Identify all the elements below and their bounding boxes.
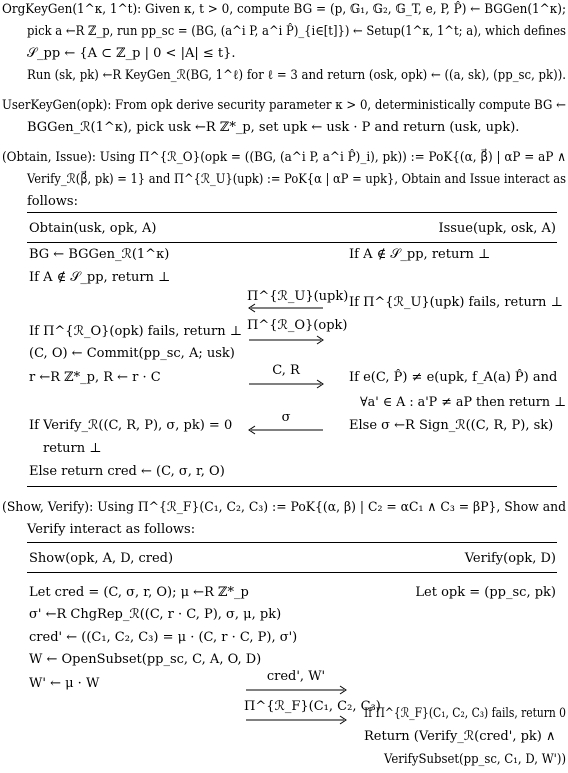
show-step-4: W ← OpenSubset(pp_sc, C, A, O, D) (29, 652, 262, 667)
arrow-to-right-2 (247, 378, 325, 390)
obtain-step-5: r ←R ℤ*_p, R ← r · C (29, 370, 161, 385)
obtain-step-4: (C, O) ← Commit(pp_sc, A; usk) (29, 346, 235, 361)
userkeygen-line-2: BGGen_ℛ(1^κ), pick usk ←R ℤ*_p, set upk ← usk · P and return (usk, upk). (27, 120, 520, 135)
userkeygen-line-1: UserKeyGen(opk): From opk derive security parameter κ > 0, deterministically compute BG ← (2, 98, 566, 113)
protocol1-header-rule (27, 242, 557, 243)
issue-step-4: ∀a' ∈ A : a'P ≠ aP then return ⊥ (360, 395, 566, 410)
arrow-to-left-1 (247, 302, 325, 314)
orgkeygen-line-3: 𝒮_pp ← {A ⊂ ℤ_p | 0 < |A| ≤ t}. (27, 46, 236, 61)
obtain-step-7: return ⊥ (43, 441, 102, 456)
orgkeygen-line-1: OrgKeyGen(1^κ, 1^t): Given κ, t > 0, compute BG = (p, 𝔾₁, 𝔾₂, 𝔾_T, e, P, P̂) ← BGGen(1^κ); (2, 2, 566, 17)
issue-header: Issue(upk, osk, A) (438, 221, 556, 236)
show-step-2: σ' ←R ChgRep_ℛ((C, r · C, P), σ, μ, pk) (29, 607, 282, 622)
obtain-issue-line-3: follows: (27, 194, 78, 209)
arrow-to-right-4 (244, 714, 348, 726)
protocol2-top-rule (27, 542, 557, 543)
protocol1-bottom-rule (27, 486, 557, 487)
arrow-label-pi-o: Π^{ℛ_O}(opk) (247, 318, 348, 333)
arrow-label-pi-f: Π^{ℛ_F}(C₁, C₂, C₃) (244, 699, 381, 714)
obtain-step-2: If A ∉ 𝒮_pp, return ⊥ (29, 270, 171, 285)
verify-step-1: Let opk = (pp_sc, pk) (415, 585, 556, 600)
issue-step-1: If A ∉ 𝒮_pp, return ⊥ (349, 247, 491, 262)
arrow-label-pi-u: Π^{ℛ_U}(upk) (247, 289, 349, 304)
obtain-issue-line-2: Verify_ℛ(β⃗, pk) = 1} and Π^{ℛ_U}(upk) := PoK{α | αP = upk}, Obtain and Issue interact as (27, 172, 566, 187)
arrow-to-left-2 (247, 424, 325, 436)
show-step-3: cred' ← ((C₁, C₂, C₃) = μ · (C, r · C, P), σ') (29, 630, 298, 645)
arrow-label-c-r: C, R (272, 363, 300, 378)
obtain-step-6: If Verify_ℛ((C, R, P), σ, pk) = 0 (29, 418, 233, 433)
arrow-to-right-1 (247, 334, 325, 346)
protocol2-header-rule (27, 572, 557, 573)
issue-step-2: If Π^{ℛ_U}(upk) fails, return ⊥ (349, 295, 563, 310)
issue-step-3: If e(C, P̂) ≠ e(upk, f_A(a) P̂) and (349, 370, 558, 385)
verify-step-4: VerifySubset(pp_sc, C₁, D, W')) (384, 752, 566, 767)
issue-step-5: Else σ ←R Sign_ℛ((C, R, P), sk) (349, 418, 554, 433)
show-step-5: W' ← μ · W (29, 676, 100, 691)
obtain-step-1: BG ← BGGen_ℛ(1^κ) (29, 247, 170, 262)
verify-header: Verify(opk, D) (464, 551, 556, 566)
protocol1-top-rule (27, 212, 557, 213)
show-step-1: Let cred = (C, σ, r, O); μ ←R ℤ*_p (29, 585, 249, 600)
obtain-issue-line-1: (Obtain, Issue): Using Π^{ℛ_O}(opk = ((BG, (a^i P, a^i P̂)_i), pk)) := PoK{(α, β⃗) | αP = aP ∧ (2, 150, 566, 165)
show-header: Show(opk, A, D, cred) (29, 551, 174, 566)
arrow-to-right-3 (244, 684, 348, 696)
obtain-step-3: If Π^{ℛ_O}(opk) fails, return ⊥ (29, 324, 242, 339)
verify-step-2: If Π^{ℛ_F}(C₁, C₂, C₃) fails, return 0 (364, 706, 566, 721)
orgkeygen-line-4: Run (sk, pk) ←R KeyGen_ℛ(BG, 1^ℓ) for ℓ = 3 and return (osk, opk) ← ((a, sk), (pp_sc, pk)). (27, 68, 566, 83)
orgkeygen-line-2: pick a ←R ℤ_p, run pp_sc = (BG, (a^i P, a^i P̂)_{i∈[t]}) ← Setup(1^κ, 1^t; a), which defines (27, 24, 566, 39)
obtain-header: Obtain(usk, opk, A) (29, 221, 157, 236)
show-verify-line-2: Verify interact as follows: (27, 522, 196, 537)
show-verify-line-1: (Show, Verify): Using Π^{ℛ_F}(C₁, C₂, C₃) := PoK{(α, β) | C₂ = αC₁ ∧ C₃ = βP}, Show and (2, 500, 566, 515)
arrow-label-cred: cred', W' (266, 669, 326, 684)
arrow-label-sigma: σ (281, 410, 291, 425)
verify-step-3: Return (Verify_ℛ(cred', pk) ∧ (364, 729, 556, 744)
obtain-step-8: Else return cred ← (C, σ, r, O) (29, 464, 225, 479)
